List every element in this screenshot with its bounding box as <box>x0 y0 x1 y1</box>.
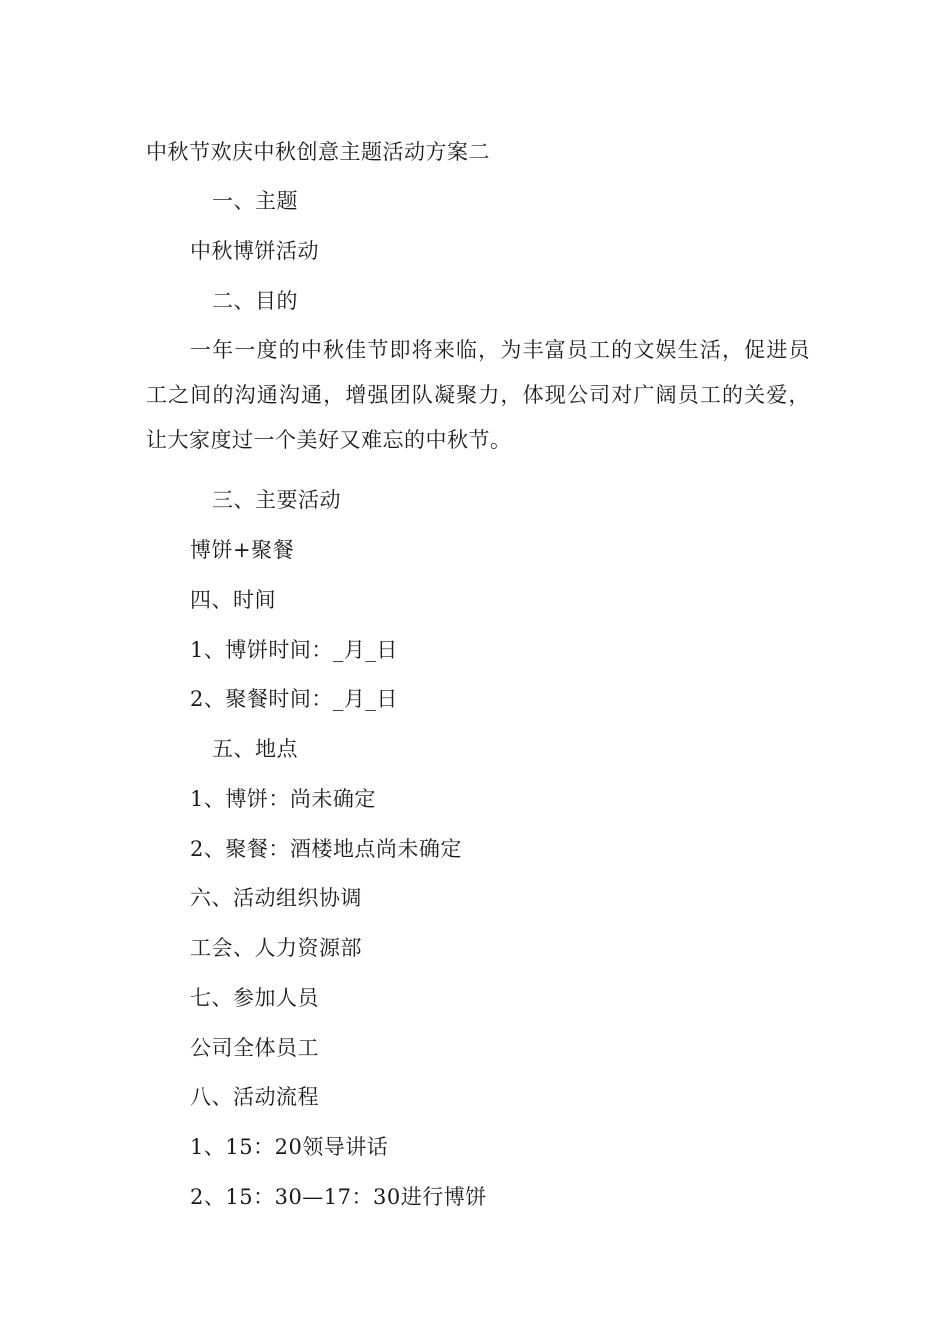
section-heading-participants: 七、参加人员 <box>190 986 319 1010</box>
section-heading-main-activities: 三、主要活动 <box>212 488 341 512</box>
document-title: 中秋节欢庆中秋创意主题活动方案二 <box>146 140 490 164</box>
theme-text: 中秋博饼活动 <box>190 239 319 263</box>
section-heading-purpose: 二、目的 <box>212 289 298 313</box>
main-activities-text: 博饼+聚餐 <box>190 538 295 562</box>
coordination-text: 工会、人力资源部 <box>190 936 362 960</box>
location-item-2: 2、聚餐：酒楼地点尚未确定 <box>190 837 462 861</box>
section-heading-time: 四、时间 <box>190 588 276 612</box>
purpose-paragraph: 一年一度的中秋佳节即将来临，为丰富员工的文娱生活，促进员工之间的沟通沟通，增强团队凝聚力，体现公司对广阔员工的关爱，让大家度过一个美好又难忘的中秋节。 <box>146 338 810 452</box>
time-item-2: 2、聚餐时间：_月_日 <box>190 687 398 711</box>
process-item-1: 1、15：20领导讲话 <box>190 1135 389 1159</box>
section-heading-process: 八、活动流程 <box>190 1085 319 1109</box>
section-heading-theme: 一、主题 <box>212 189 298 213</box>
section-heading-location: 五、地点 <box>212 737 298 761</box>
participants-text: 公司全体员工 <box>190 1036 319 1060</box>
process-item-2: 2、15：30—17：30进行博饼 <box>190 1185 487 1209</box>
section-heading-coordination: 六、活动组织协调 <box>190 886 362 910</box>
time-item-1: 1、博饼时间：_月_日 <box>190 638 398 662</box>
location-item-1: 1、博饼：尚未确定 <box>190 787 376 811</box>
